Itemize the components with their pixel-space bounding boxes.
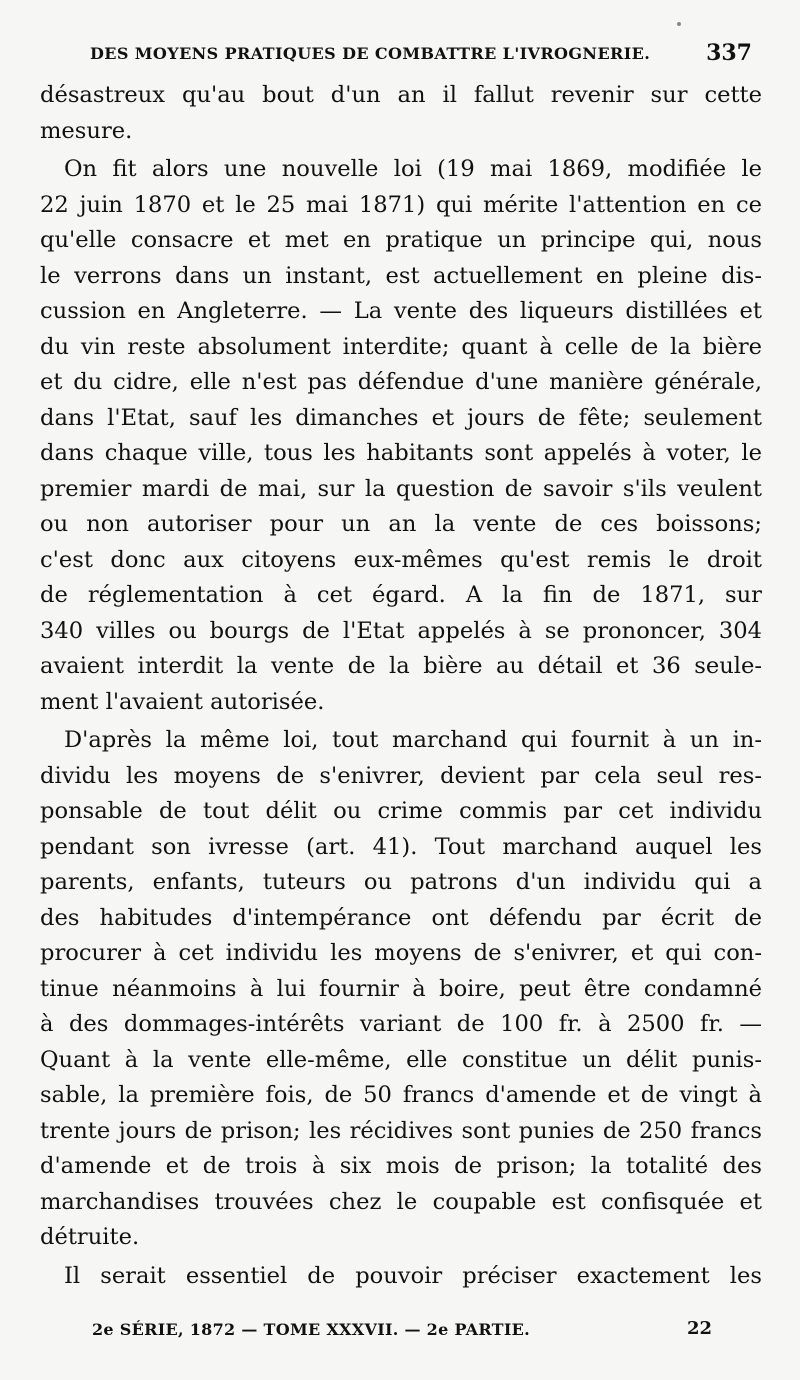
- text-line: désastreux qu'au bout d'un an il fallut revenir sur cette: [40, 82, 762, 108]
- page-number: 337: [706, 40, 752, 66]
- text-line: cussion en Angleterre. — La vente des liqueurs distillées et: [40, 298, 762, 324]
- page-header: [90, 40, 752, 74]
- text-line: Quant à la vente elle-même, elle constitue un délit punis-: [40, 1046, 762, 1073]
- text-line: le verrons dans un instant, est actuellement en pleine dis-: [40, 262, 762, 289]
- text-line: sable, la première fois, de 50 francs d'amende et de vingt à: [40, 1082, 762, 1108]
- text-line: parents, enfants, tuteurs ou patrons d'un individu qui a: [40, 869, 762, 895]
- printer-signature: 2e SÉRIE, 1872 — TOME XXXVII. — 2e PARTIE.: [92, 1320, 531, 1339]
- text-line: ment l'avaient autorisée.: [40, 688, 325, 715]
- paragraph: [40, 1259, 762, 1295]
- paragraph: [40, 78, 762, 149]
- text-line: c'est donc aux citoyens eux-mêmes qu'est remis le droit: [40, 546, 762, 573]
- text-line: qu'elle consacre et met en pratique un principe qui, nous: [40, 227, 762, 253]
- paper-speck: [677, 22, 681, 26]
- body-text: [40, 78, 762, 1294]
- running-title: DES MOYENS PRATIQUES DE COMBATTRE L'IVROGNERIE.: [90, 44, 651, 63]
- text-line: du vin reste absolument interdite; quant à celle de la bière: [40, 333, 762, 360]
- page-footer: [92, 1320, 712, 1348]
- text-line: des habitudes d'intempérance ont défendu par écrit de: [40, 904, 762, 931]
- text-line: ponsable de tout délit ou crime commis par cet individu: [40, 798, 762, 824]
- text-line: procurer à cet individu les moyens de s'enivrer, et qui con-: [40, 940, 762, 966]
- paragraph: [40, 723, 762, 1256]
- text-line: d'amende et de trois à six mois de prison; la totalité des: [40, 1153, 762, 1179]
- text-line: 340 villes ou bourgs de l'Etat appelés à se prononcer, 304: [40, 617, 762, 644]
- text-line: dans chaque ville, tous les habitants sont appelés à voter, le: [40, 440, 762, 466]
- text-line: dividu les moyens de s'enivrer, devient par cela seul res-: [40, 762, 762, 789]
- text-line: Il serait essentiel de pouvoir préciser exactement les: [64, 1262, 762, 1289]
- text-line: et du cidre, elle n'est pas défendue d'une manière générale,: [40, 369, 762, 395]
- text-line: avaient interdit la vente de la bière au détail et 36 seule-: [40, 653, 762, 679]
- text-line: pendant son ivresse (art. 41). Tout marchand auquel les: [40, 833, 762, 860]
- text-line: D'après la même loi, tout marchand qui fournit à un in-: [64, 727, 762, 753]
- text-line: premier mardi de mai, sur la question de savoir s'ils veulent: [40, 475, 762, 502]
- text-line: dans l'Etat, sauf les dimanches et jours de fête; seulement: [40, 404, 762, 431]
- text-line: 22 juin 1870 et le 25 mai 1871) qui mérite l'attention en ce: [40, 191, 762, 218]
- text-line: tinue néanmoins à lui fournir à boire, peut être condamné: [40, 975, 762, 1002]
- text-line: marchandises trouvées chez le coupable est confisquée et: [40, 1188, 762, 1215]
- text-line: de réglementation à cet égard. A la fin de 1871, sur: [40, 582, 762, 608]
- text-line: mesure.: [40, 117, 133, 144]
- text-line: à des dommages-intérêts variant de 100 fr. à 2500 fr. —: [40, 1011, 762, 1037]
- signature-mark: 22: [686, 1318, 712, 1339]
- paragraph: [40, 152, 762, 720]
- text-line: détruite.: [40, 1224, 140, 1250]
- text-line: trente jours de prison; les récidives sont punies de 250 francs: [40, 1117, 762, 1144]
- text-line: On fit alors une nouvelle loi (19 mai 1869, modifiée le: [64, 156, 762, 182]
- text-line: ou non autoriser pour un an la vente de ces boissons;: [40, 511, 762, 537]
